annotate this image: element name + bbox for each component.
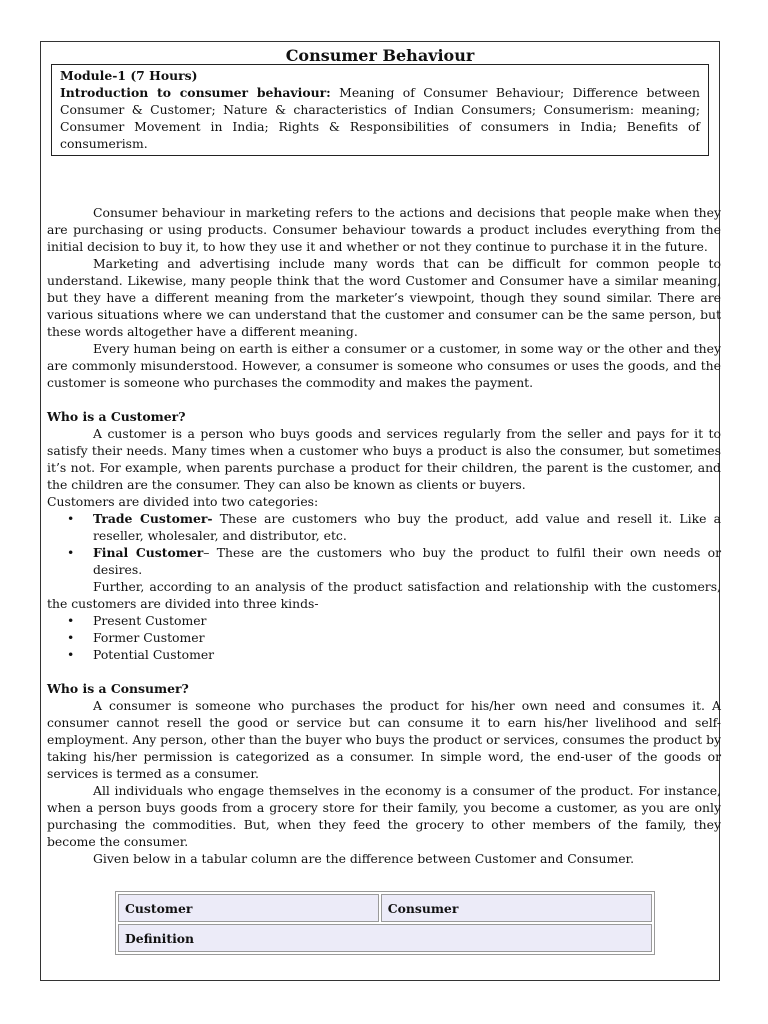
category-term: Trade Customer- (93, 511, 213, 526)
bullet-icon: • (67, 630, 75, 645)
intro-paragraph-1: Consumer behaviour in marketing refers to the actions and decisions that people make when they are purchasing or using products. Consumer behaviour towards a product includes everything from the initial decision to buy it, to how they use it and whether or not they continue to purchase it in the future. (47, 205, 721, 254)
list-item (47, 629, 721, 646)
bullet-icon: • (67, 647, 75, 662)
kind-label: Former Customer (93, 630, 205, 645)
body-content (47, 204, 721, 867)
list-item (47, 544, 721, 578)
module-summary-box (51, 64, 709, 156)
bullet-icon: • (67, 613, 75, 628)
consumer-paragraph-3: Given below in a tabular column are the difference between Customer and Consumer. (93, 851, 635, 866)
category-term: Final Customer (93, 545, 204, 560)
list-item (47, 510, 721, 544)
kind-label: Potential Customer (93, 647, 215, 662)
category-text: These are customers who buy the product, add value and resell it. Like a reseller, wholesaler, and distributor, etc. (93, 511, 721, 543)
further-paragraph: Further, according to an analysis of the product satisfaction and relationship with the customers, the customers are divided into three kinds- (47, 579, 721, 611)
comparison-table (115, 891, 655, 955)
consumer-paragraph-1: A consumer is someone who purchases the product for his/her own need and consumes it. A consumer cannot resell the good or service but can consume it to earn his/her livelihood and self-employment. Any person, other than the buyer who buys the product or services, consumes the product by taking his/her permission is categorized as a consumer. In simple word, the end-user of the goods or services is termed as a consumer. (47, 698, 721, 781)
list-item (47, 612, 721, 629)
module-intro-heading: Introduction to consumer behaviour: (60, 85, 331, 100)
module-intro-text: Meaning of Consumer Behaviour; Difference between Consumer & Customer; Nature & characteristics of Indian Consumers; Consumerism: meaning; Consumer Movement in India; Rights & Responsibilities of consumers in India; Benefits of consumerism. (60, 85, 700, 151)
module-label: Module-1 (7 Hours) (60, 68, 198, 83)
customer-kinds-list (47, 612, 721, 663)
intro-paragraph-2: Marketing and advertising include many words that can be difficult for common people to understand. Likewise, many people think that the word Customer and Consumer have a similar meaning, but they have a different meaning from the marketer’s viewpoint, though they sound similar. There are various situations where we can understand that the customer and consumer can be the same person, but these words altogether have a different meaning. (47, 256, 721, 339)
page-frame (40, 41, 720, 981)
module-description (60, 84, 700, 152)
document-title: Consumer Behaviour (285, 46, 475, 65)
table-row (118, 894, 652, 922)
table-row (118, 924, 652, 952)
bullet-icon: • (67, 545, 75, 560)
customer-paragraph: A customer is a person who buys goods and services regularly from the seller and pays for it to satisfy their needs. Many times when a customer who buys a product is also the consumer, but sometimes it’s not. For example, when parents purchase a product for their children, the parent is the customer, and the children are the consumer. They can also be known as clients or buyers. (47, 426, 721, 492)
table-header-consumer: Consumer (381, 894, 652, 922)
table-header-customer: Customer (118, 894, 379, 922)
customer-heading: Who is a Customer? (47, 409, 186, 424)
kind-label: Present Customer (93, 613, 207, 628)
table-row-definition: Definition (118, 924, 652, 952)
customer-categories-list (47, 510, 721, 578)
consumer-paragraph-2: All individuals who engage themselves in the economy is a consumer of the product. For instance, when a person buys goods from a grocery store for their family, you become a customer, as you are only purchasing the commodities. But, when they feed the grocery to other members of the family, they become the consumer. (47, 783, 721, 849)
consumer-heading: Who is a Consumer? (47, 681, 189, 696)
list-item (47, 646, 721, 663)
category-text: – These are the customers who buy the product to fulfil their own needs or desires. (93, 545, 721, 577)
intro-paragraph-3: Every human being on earth is either a consumer or a customer, in some way or the other and they are commonly misunderstood. However, a consumer is someone who consumes or uses the goods, and the customer is someone who purchases the commodity and makes the payment. (47, 341, 721, 390)
categories-intro: Customers are divided into two categories: (47, 494, 319, 509)
bullet-icon: • (67, 511, 75, 526)
